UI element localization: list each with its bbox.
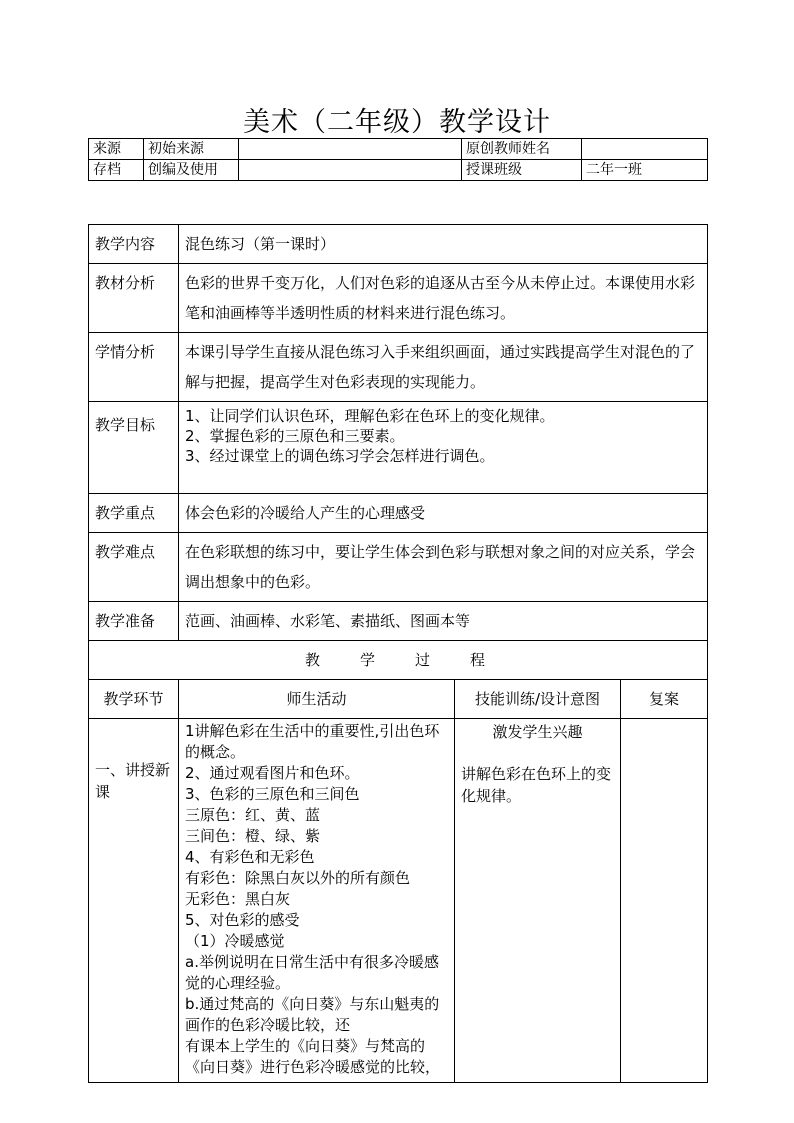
class-value: 二年一班 bbox=[582, 160, 708, 181]
teacher-label: 原创教师姓名 bbox=[462, 139, 582, 160]
activity-line: 无彩色：黑白灰 bbox=[185, 890, 291, 908]
blank-cell bbox=[239, 160, 462, 181]
col-header: 技能训练/设计意图 bbox=[455, 680, 621, 719]
intent-line: 讲解色彩在色环上的变化规律。 bbox=[461, 765, 612, 805]
goal-item: 3、经过课堂上的调色练习学会怎样进行调色。 bbox=[185, 447, 495, 465]
intent-line: 激发学生兴趣 bbox=[492, 723, 583, 741]
goal-item: 2、掌握色彩的三原色和三要素。 bbox=[185, 427, 405, 445]
teacher-value bbox=[582, 139, 708, 160]
col-header: 师生活动 bbox=[179, 680, 455, 719]
blank-cell bbox=[239, 139, 462, 160]
info-table bbox=[88, 138, 708, 181]
archive-label: 存档 bbox=[89, 160, 144, 181]
activity-line: （1）冷暖感觉 bbox=[185, 932, 285, 950]
goal-item: 1、让同学们认识色环，理解色彩在色环上的变化规律。 bbox=[185, 407, 555, 425]
intent-cell bbox=[455, 719, 621, 1083]
row-value: 体会色彩的冷暖给人产生的心理感受 bbox=[179, 494, 708, 533]
activity-line: 三间色：橙、绿、紫 bbox=[185, 827, 321, 845]
activity-line: a.举例说明在日常生活中有很多冷暖感觉的心理经验。 bbox=[185, 953, 439, 992]
row-value: 色彩的世界千变万化，人们对色彩的追逐从古至今从未停止过。本课使用水彩笔和油画棒等半透明性质的材料来进行混色练习。 bbox=[179, 264, 708, 333]
activity-line: b.通过梵高的《向日葵》与东山魁夷的画作的色彩冷暖比较，还 bbox=[185, 995, 440, 1034]
activity-line: 5、对色彩的感受 bbox=[185, 911, 300, 929]
stage-cell: 一、讲授新课 bbox=[89, 719, 179, 1083]
col-header: 复案 bbox=[621, 680, 708, 719]
activity-line: 4、有彩色和无彩色 bbox=[185, 848, 315, 866]
archive-value: 创编及使用 bbox=[144, 160, 239, 181]
activity-line: 有课本上学生的《向日葵》与梵高的《向日葵》进行色彩冷暖感觉的比较， bbox=[185, 1037, 441, 1076]
class-label: 授课班级 bbox=[462, 160, 582, 181]
row-label: 教学难点 bbox=[89, 533, 179, 602]
row-value: 在色彩联想的练习中，要让学生体会到色彩与联想对象之间的对应关系，学会调出想象中的色彩。 bbox=[179, 533, 708, 602]
activity-line: 有彩色：除黑白灰以外的所有颜色 bbox=[185, 869, 411, 887]
page-title: 美术（二年级）教学设计 bbox=[243, 107, 551, 138]
lesson-table bbox=[88, 224, 708, 1083]
activity-line: 2、通过观看图片和色环。 bbox=[185, 764, 360, 782]
activities-cell bbox=[179, 719, 455, 1083]
row-label: 教学内容 bbox=[89, 225, 179, 264]
row-value: 混色练习（第一课时） bbox=[179, 225, 708, 264]
activity-line: 1讲解色彩在生活中的重要性,引出色环的概念。 bbox=[185, 722, 440, 761]
col-header: 教学环节 bbox=[89, 680, 179, 719]
source-value: 初始来源 bbox=[144, 139, 239, 160]
row-label: 教学重点 bbox=[89, 494, 179, 533]
row-label: 学情分析 bbox=[89, 333, 179, 402]
process-title: 教学过程 bbox=[89, 641, 708, 680]
goals-cell bbox=[179, 402, 708, 494]
row-label: 教材分析 bbox=[89, 264, 179, 333]
activity-line: 三原色：红、黄、蓝 bbox=[185, 806, 321, 824]
row-value: 范画、油画棒、水彩笔、素描纸、图画本等 bbox=[179, 602, 708, 641]
row-label: 教学目标 bbox=[89, 402, 179, 494]
row-label: 教学准备 bbox=[89, 602, 179, 641]
activity-line: 3、色彩的三原色和三间色 bbox=[185, 785, 360, 803]
plan-cell bbox=[621, 719, 708, 1083]
row-value: 本课引导学生直接从混色练习入手来组织画面，通过实践提高学生对混色的了解与把握，提高学生对色彩表现的实现能力。 bbox=[179, 333, 708, 402]
source-label: 来源 bbox=[89, 139, 144, 160]
